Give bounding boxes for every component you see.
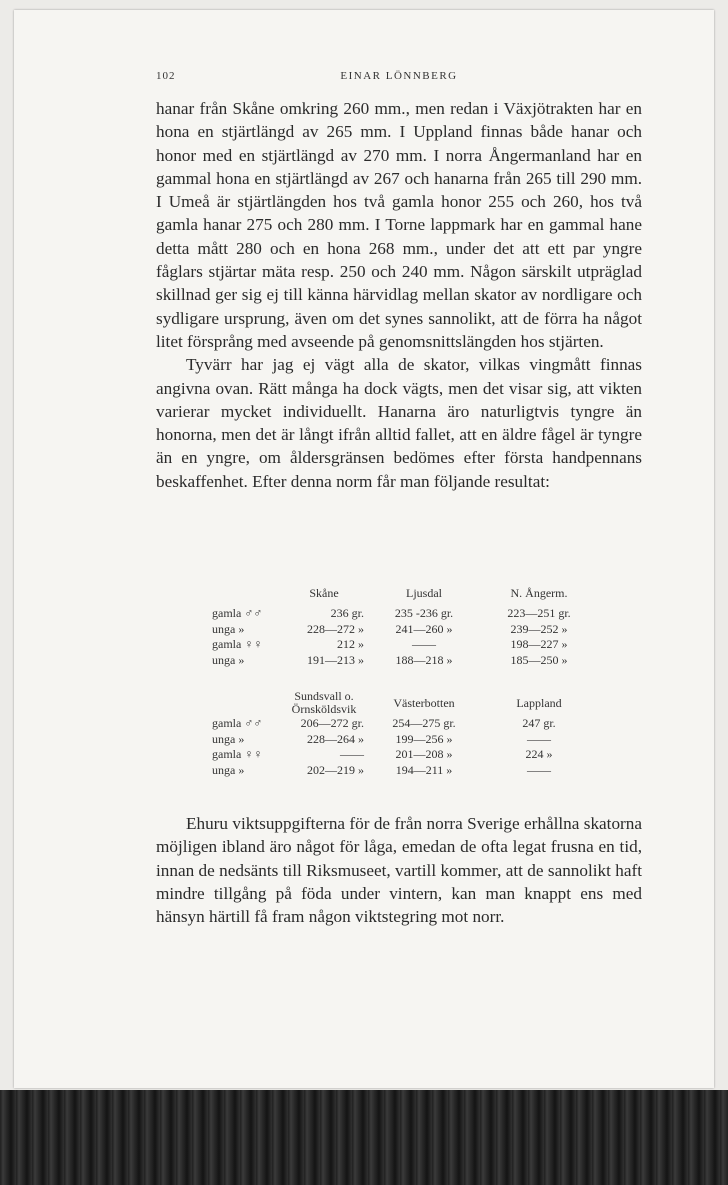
table-cell: 235 -236 gr. — [394, 606, 454, 620]
row-label: unga » — [212, 731, 245, 746]
table-cell: 194—211 » — [395, 763, 453, 778]
table-cell: 198—227 » — [510, 637, 568, 652]
row-label: gamla ♂♂ — [212, 716, 263, 730]
table-cell: —— — [527, 763, 551, 778]
table-cell: 223—251 gr. — [507, 606, 571, 620]
table-row — [212, 637, 594, 653]
table-row — [212, 763, 594, 779]
table-cell: 224 » — [525, 747, 553, 762]
table-row — [212, 732, 594, 748]
table-cell: 228—264 » — [307, 731, 364, 746]
table-cell: 212 » — [337, 637, 364, 652]
table-cell: 241—260 » — [395, 621, 453, 636]
table-cell: 191—213 » — [307, 653, 364, 668]
table-cell: 236 gr. — [330, 606, 364, 620]
table-cell: 206—272 gr. — [300, 716, 364, 730]
table-row — [212, 622, 594, 638]
row-label: unga » — [212, 763, 245, 778]
table-cell: 188—218 » — [395, 653, 453, 668]
row-label: gamla ♂♂ — [212, 606, 263, 620]
table-cell: 239—252 » — [510, 621, 568, 636]
table-cell: —— — [340, 747, 364, 762]
table-row — [212, 653, 594, 669]
table-cell: —— — [412, 637, 436, 652]
column-header: Sundsvall o. Örnsköldsvik — [291, 689, 357, 716]
paragraph-3: Ehuru viktsuppgifterna för de från norra Sverige erhållna skatorna möjligen ibland äro något för låga, emedan de ofta legat frusna en tid, innan de nedsänts till Riksmuseet, vartill kommer, att de sannolikt haft mindre tillgång på föda under vintern, kan man knappt ens med hänsyn härtill få fram någon viktstegring mot norr. — [156, 814, 642, 927]
table-cell: 254—275 gr. — [392, 716, 456, 730]
row-label: unga » — [212, 621, 245, 636]
table-cell: 202—219 » — [307, 763, 364, 778]
column-header: Lappland — [516, 695, 562, 710]
table-cell: 228—272 » — [307, 621, 364, 636]
running-title: EINAR LÖNNBERG — [340, 70, 458, 82]
weight-table-north — [212, 690, 594, 779]
row-label: gamla ♀♀ — [212, 747, 263, 762]
table-row — [212, 716, 594, 732]
table-row — [212, 747, 594, 763]
page-header — [156, 70, 642, 86]
table-cell: 201—208 » — [395, 747, 453, 762]
body-text — [156, 97, 642, 493]
table-header-row — [212, 580, 594, 606]
column-header: Skåne — [309, 585, 339, 600]
weight-table-south — [212, 580, 594, 669]
table-cell: —— — [527, 731, 551, 746]
table-cell: 199—256 » — [395, 731, 453, 746]
row-label: unga » — [212, 653, 245, 668]
table-cell: 247 gr. — [522, 716, 556, 730]
column-header: Västerbotten — [393, 695, 455, 710]
column-header: N. Ångerm. — [510, 585, 568, 600]
table-row — [212, 606, 594, 622]
table-cell: 185—250 » — [510, 653, 568, 668]
paragraph-2: Tyvärr har jag ej vägt alla de skator, vilkas vingmått finnas angivna ovan. Rätt många ha dock vägts, men det visar sig, att vikten varierar mycket individuellt. Hanarna äro naturligtvis tyngre än honorna, men det är långt ifrån alltid fallet, att en äldre fågel är tyngre än en yngre, om åldersgränsen bedömes efter första handpennans beskaffenhet. Efter denna norm får man följande resultat: — [156, 355, 642, 491]
row-label: gamla ♀♀ — [212, 637, 263, 652]
paragraph-1: hanar från Skåne omkring 260 mm., men redan i Växjötrakten har en hona en stjärtlängd av 265 mm. I Uppland finnas både hanar och honor med en stjärtlängd av 270 mm. I norra Ångermanland har en gammal hona en stjärtlängd av 267 och hanarna från 265 till 290 mm. I Umeå är stjärtlängden hos två gamla honor 255 och 260, hos två gamla hanar 275 och 280 mm. I Torne lappmark har en gammal hane detta mått 280 och en hona 268 mm., under det att ett par yngre fåglars stjärtar mäta resp. 250 och 240 mm. Någon särskilt utpräglad skillnad ger sig ej till känna härvidlag mellan skator av nordligare och sydligare ursprung, även om det synes sannolikt, att de förra ha något litet försprång med avseende på genomsnittslängden hos stjärten. — [156, 99, 642, 351]
scanner-bed-edge — [0, 1090, 728, 1185]
table-header-row — [212, 690, 594, 716]
column-header: Ljusdal — [406, 585, 442, 600]
page-number: 102 — [156, 70, 176, 82]
